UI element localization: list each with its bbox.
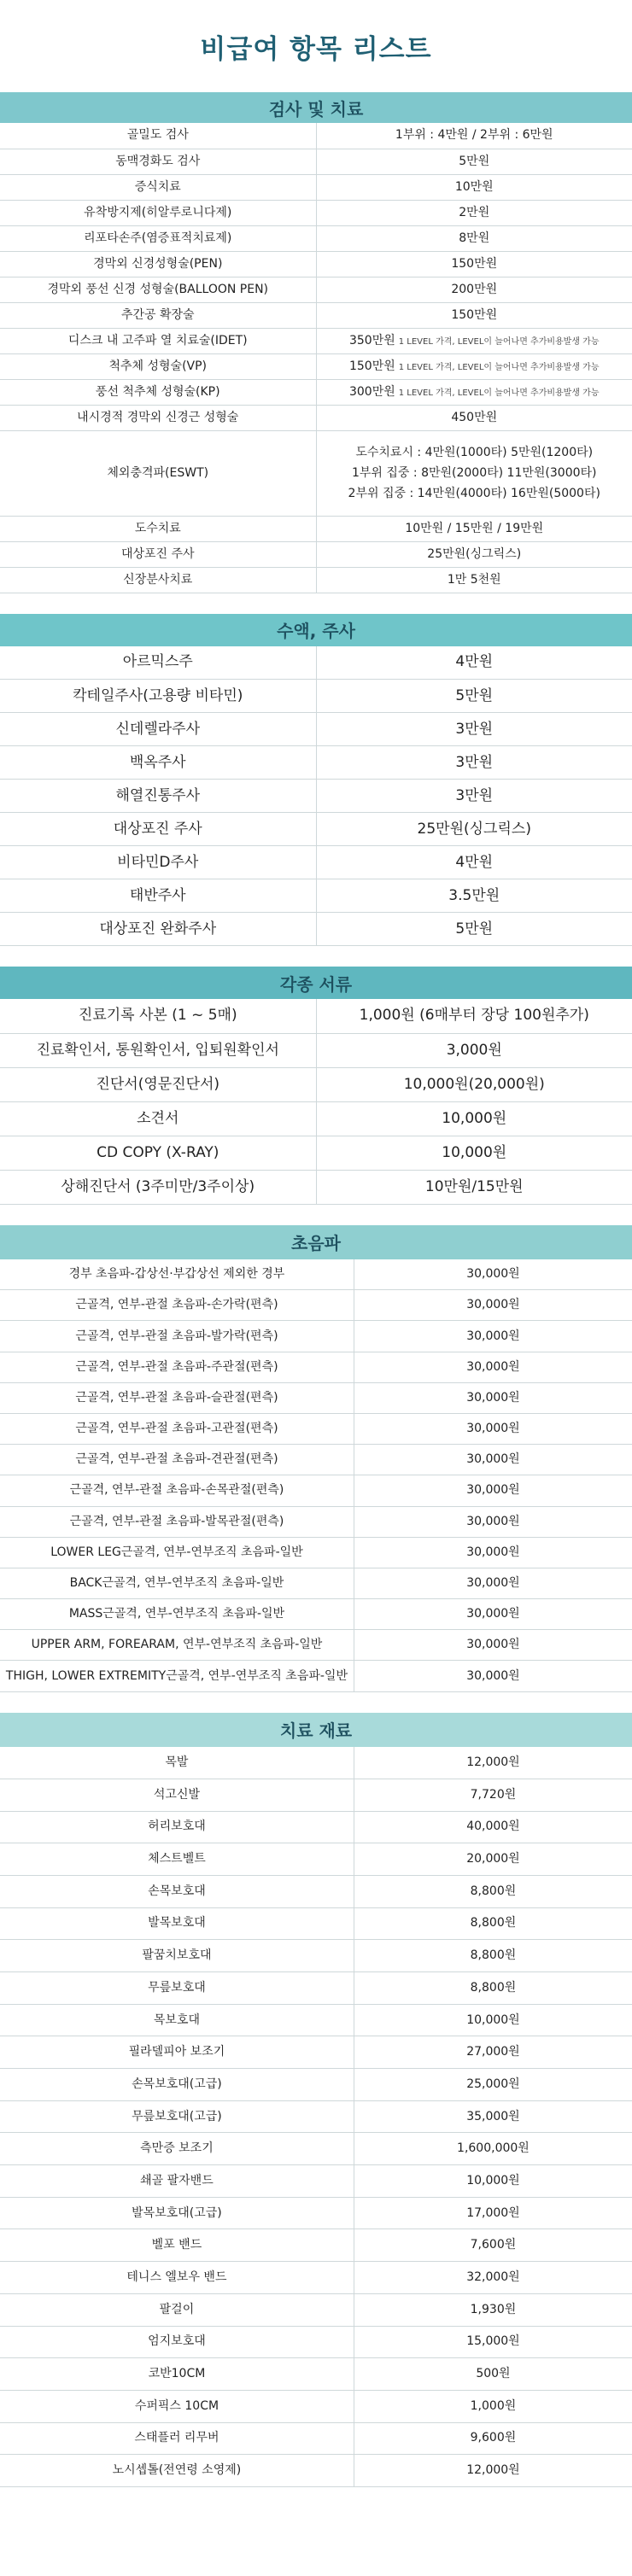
item-name: BACK근골격, 연부-연부조직 초음파-일반 <box>0 1568 354 1598</box>
table-row <box>0 379 632 405</box>
item-price <box>316 516 632 541</box>
item-name: 대상포진 주사 <box>0 541 316 567</box>
item-name: 수퍼픽스 10CM <box>0 2390 354 2422</box>
price-value: 12,000원 <box>466 2463 520 2478</box>
price-value: 7,720원 <box>470 1787 517 1802</box>
item-price <box>316 680 632 713</box>
item-name: 목보호대 <box>0 2004 354 2036</box>
item-name: 무릎보호대(고급) <box>0 2100 354 2133</box>
table-row <box>0 1630 632 1661</box>
table-row <box>0 780 632 813</box>
section-header: 검사 및 치료 <box>0 92 632 123</box>
price-value: 30,000원 <box>466 1514 520 1528</box>
item-price <box>316 1101 632 1136</box>
table-row <box>0 251 632 277</box>
price-note: 1 LEVEL 가격, LEVEL이 늘어나면 추가비용발생 가능 <box>398 388 600 398</box>
table-row <box>0 1599 632 1630</box>
price-value: 27,000원 <box>466 2045 520 2059</box>
price-value: 30,000원 <box>466 1607 520 1621</box>
table-row <box>0 879 632 913</box>
item-name: 대상포진 주사 <box>0 813 316 846</box>
table-row <box>0 1382 632 1413</box>
item-price <box>316 149 632 174</box>
item-price <box>354 1506 632 1537</box>
table-row <box>0 1475 632 1506</box>
item-name: 발목보호대 <box>0 1907 354 1940</box>
item-price <box>354 1352 632 1382</box>
item-price <box>354 2036 632 2069</box>
item-name: 테니스 엘보우 밴드 <box>0 2262 354 2294</box>
item-name: 동맥경화도 검사 <box>0 149 316 174</box>
item-name: 유착방지제(히알루로니다제) <box>0 200 316 225</box>
price-value: 30,000원 <box>466 1422 520 1436</box>
table-row <box>0 2326 632 2358</box>
price-value: 15,000원 <box>466 2334 520 2349</box>
item-name: 디스크 내 고주파 열 치료술(IDET) <box>0 328 316 353</box>
price-value: 200만원 <box>451 282 498 296</box>
item-price <box>354 1537 632 1568</box>
price-note: 1 LEVEL 가격, LEVEL이 늘어나면 추가비용발생 가능 <box>398 362 600 372</box>
price-value: 3만원 <box>455 786 494 804</box>
table-row <box>0 1779 632 1811</box>
table-row <box>0 1290 632 1321</box>
price-value: 30,000원 <box>466 1329 520 1343</box>
item-price <box>316 353 632 379</box>
table-row <box>0 2390 632 2422</box>
section-3 <box>0 967 632 1205</box>
price-value: 25,000원 <box>466 2077 520 2091</box>
item-name: 벨포 밴드 <box>0 2229 354 2262</box>
item-name: 팔걸이 <box>0 2293 354 2326</box>
price-value: 150만원 <box>451 307 498 322</box>
item-name: 근골격, 연부-관절 초음파-슬관절(편측) <box>0 1382 354 1413</box>
item-price <box>316 302 632 328</box>
item-name: 필라델피아 보조기 <box>0 2036 354 2069</box>
price-value: 4만원 <box>455 853 494 871</box>
item-name: 무릎보호대 <box>0 1971 354 2004</box>
item-price <box>316 123 632 149</box>
price-value: 10,000원 <box>442 1143 507 1161</box>
table-row <box>0 1033 632 1067</box>
price-value: 4만원 <box>455 653 494 671</box>
table-row <box>0 123 632 149</box>
price-value: 1,000원 <box>470 2398 517 2413</box>
price-value: 1만 5천원 <box>447 572 501 587</box>
price-table <box>0 1259 632 1692</box>
table-row <box>0 2036 632 2069</box>
price-value: 5만원 <box>459 154 490 168</box>
table-row <box>0 225 632 251</box>
item-name: LOWER LEG근골격, 연부-연부조직 초음파-일반 <box>0 1537 354 1568</box>
item-name: 엄지보호대 <box>0 2326 354 2358</box>
item-name: 풍선 척추체 성형술(KP) <box>0 379 316 405</box>
item-price <box>316 405 632 430</box>
item-name: 목발 <box>0 1747 354 1779</box>
price-value: 10만원 <box>454 179 494 194</box>
price-value: 30,000원 <box>466 1359 520 1374</box>
table-row <box>0 516 632 541</box>
item-name: 체스트벨트 <box>0 1843 354 1876</box>
table-row <box>0 1747 632 1779</box>
table-row <box>0 2165 632 2198</box>
item-name: 팔꿈치보호대 <box>0 1940 354 1972</box>
item-price <box>354 1811 632 1843</box>
item-price <box>354 1321 632 1352</box>
table-row <box>0 567 632 593</box>
price-value: 35,000원 <box>466 2109 520 2123</box>
item-price <box>316 746 632 780</box>
price-value: 1,000원 (6매부터 장당 100원추가) <box>359 1007 589 1025</box>
item-price <box>354 2100 632 2133</box>
price-value: 30,000원 <box>466 1638 520 1652</box>
price-value: 25만원(싱그릭스) <box>427 546 522 561</box>
price-value: 1,600,000원 <box>457 2141 530 2156</box>
item-name: 내시경적 경막외 신경근 성형술 <box>0 405 316 430</box>
table-row <box>0 430 632 516</box>
item-name: 경막외 풍선 신경 성형술(BALLOON PEN) <box>0 277 316 302</box>
item-price <box>316 913 632 946</box>
item-name: THIGH, LOWER EXTREMITY근골격, 연부-연부조직 초음파-일반 <box>0 1661 354 1691</box>
item-price <box>316 780 632 813</box>
item-price <box>354 1445 632 1475</box>
item-price <box>354 1413 632 1444</box>
page-title: 비급여 항목 리스트 <box>200 33 432 65</box>
item-price <box>354 2262 632 2294</box>
item-price <box>354 1843 632 1876</box>
table-row <box>0 746 632 780</box>
item-price <box>354 2133 632 2165</box>
item-name: 해열진통주사 <box>0 780 316 813</box>
item-price <box>354 2004 632 2036</box>
table-row <box>0 1811 632 1843</box>
price-value: 300만원 <box>348 384 395 399</box>
item-price <box>316 713 632 746</box>
table-row <box>0 2358 632 2391</box>
price-value: 30,000원 <box>466 1266 520 1281</box>
item-price <box>354 2069 632 2101</box>
table-row <box>0 1067 632 1101</box>
price-value: 150만원 <box>348 359 395 373</box>
table-row <box>0 2422 632 2455</box>
table-row <box>0 1971 632 2004</box>
table-row <box>0 1136 632 1170</box>
item-name: 근골격, 연부-관절 초음파-발목관절(편측) <box>0 1506 354 1537</box>
item-name: 대상포진 완화주사 <box>0 913 316 946</box>
item-price <box>354 2422 632 2455</box>
price-value: 8,800원 <box>470 1948 517 1963</box>
item-price <box>354 2358 632 2391</box>
section-header: 각종 서류 <box>0 967 632 999</box>
item-price <box>354 1907 632 1940</box>
item-name: CD COPY (X-RAY) <box>0 1136 316 1170</box>
price-value: 500원 <box>476 2367 511 2381</box>
section-4 <box>0 1225 632 1692</box>
item-name: 척추체 성형술(VP) <box>0 353 316 379</box>
table-row <box>0 2229 632 2262</box>
price-value: 30,000원 <box>466 1298 520 1312</box>
price-value: 150만원 <box>451 256 498 271</box>
price-value: 8만원 <box>459 231 490 245</box>
price-value: 20,000원 <box>466 1852 520 1866</box>
item-price <box>316 1170 632 1204</box>
section-header: 초음파 <box>0 1225 632 1259</box>
item-price <box>316 328 632 353</box>
item-name: 코반10CM <box>0 2358 354 2391</box>
item-name: 근골격, 연부-관절 초음파-손가락(편측) <box>0 1290 354 1321</box>
item-price <box>316 1067 632 1101</box>
item-price <box>354 1568 632 1598</box>
item-name: 근골격, 연부-관절 초음파-발가락(편측) <box>0 1321 354 1352</box>
item-price <box>316 251 632 277</box>
table-row <box>0 1352 632 1382</box>
table-row <box>0 2293 632 2326</box>
table-row <box>0 200 632 225</box>
item-price <box>354 1971 632 2004</box>
item-price <box>354 2197 632 2229</box>
item-name: 체외충격파(ESWT) <box>0 430 316 516</box>
item-name: 경부 초음파-갑상선·부갑상선 제외한 경부 <box>0 1259 354 1290</box>
table-row <box>0 328 632 353</box>
item-name: 근골격, 연부-관절 초음파-고관절(편측) <box>0 1413 354 1444</box>
table-row <box>0 680 632 713</box>
price-value: 40,000원 <box>466 1820 520 1834</box>
price-value: 8,800원 <box>470 1980 517 1995</box>
price-table <box>0 123 632 593</box>
price-value: 32,000원 <box>466 2270 520 2285</box>
table-row <box>0 1843 632 1876</box>
price-value: 10만원/15만원 <box>424 1177 524 1195</box>
table-row <box>0 302 632 328</box>
table-row <box>0 1537 632 1568</box>
item-name: 신장분사치료 <box>0 567 316 593</box>
item-name: 근골격, 연부-관절 초음파-견관절(편측) <box>0 1445 354 1475</box>
item-name: 증식치료 <box>0 174 316 200</box>
price-note: 1 LEVEL 가격, LEVEL이 늘어나면 추가비용발생 가능 <box>398 336 600 347</box>
price-value: 8,800원 <box>470 1916 517 1931</box>
table-row <box>0 1568 632 1598</box>
price-value: 3만원 <box>455 720 494 738</box>
price-value: 30,000원 <box>466 1576 520 1591</box>
price-value: 3만원 <box>455 753 494 771</box>
section-1 <box>0 92 632 593</box>
item-price <box>354 1875 632 1907</box>
item-name: UPPER ARM, FOREARAM, 연부-연부조직 초음파-일반 <box>0 1630 354 1661</box>
price-value: 10,000원 <box>442 1109 507 1127</box>
item-name: 상해진단서 (3주미만/3주이상) <box>0 1170 316 1204</box>
price-value: 30,000원 <box>466 1452 520 1467</box>
table-row <box>0 1259 632 1290</box>
price-value: 10,000원(20,000원) <box>403 1075 545 1093</box>
item-price <box>316 1136 632 1170</box>
table-row <box>0 1321 632 1352</box>
item-name: 진료기록 사본 (1 ~ 5매) <box>0 999 316 1033</box>
price-value: 12,000원 <box>466 1755 520 1769</box>
section-header: 치료 재료 <box>0 1713 632 1747</box>
table-row <box>0 1940 632 1972</box>
item-price <box>316 1033 632 1067</box>
table-row <box>0 713 632 746</box>
item-name: 손목보호대 <box>0 1875 354 1907</box>
item-price <box>316 879 632 913</box>
item-name: 태반주사 <box>0 879 316 913</box>
price-value: 17,000원 <box>466 2205 520 2220</box>
table-row <box>0 541 632 567</box>
price-value: 30,000원 <box>466 1390 520 1405</box>
item-price <box>354 2229 632 2262</box>
item-price <box>354 1630 632 1661</box>
price-value: 7,600원 <box>470 2238 517 2252</box>
item-price <box>354 1475 632 1506</box>
item-name: 추간공 확장술 <box>0 302 316 328</box>
table-row <box>0 277 632 302</box>
item-name: 쇄골 팔자밴드 <box>0 2165 354 2198</box>
table-row <box>0 2069 632 2101</box>
table-row <box>0 1170 632 1204</box>
table-row <box>0 1506 632 1537</box>
item-price <box>316 277 632 302</box>
sections-container <box>0 92 632 2487</box>
price-value: 10,000원 <box>466 2012 520 2027</box>
section-5 <box>0 1713 632 2487</box>
item-name: 백옥주사 <box>0 746 316 780</box>
price-value: 10만원 / 15만원 / 19만원 <box>405 521 544 535</box>
item-price <box>316 567 632 593</box>
item-name: 신데렐라주사 <box>0 713 316 746</box>
item-name: 손목보호대(고급) <box>0 2069 354 2101</box>
item-name: 발목보호대(고급) <box>0 2197 354 2229</box>
item-price <box>354 1940 632 1972</box>
table-row <box>0 149 632 174</box>
price-line: 2부위 집중 : 14만원(4000타) 16만원(5000타) <box>348 487 600 500</box>
price-line: 1부위 집중 : 8만원(2000타) 11만원(3000타) <box>352 466 597 480</box>
price-value: 30,000원 <box>466 1545 520 1559</box>
table-row <box>0 1445 632 1475</box>
item-price <box>316 200 632 225</box>
price-value: 9,600원 <box>470 2431 517 2445</box>
item-name: 노시셉톨(전연령 소영제) <box>0 2455 354 2487</box>
table-row <box>0 1907 632 1940</box>
price-table <box>0 646 632 947</box>
section-2 <box>0 614 632 947</box>
item-price <box>354 1290 632 1321</box>
price-value: 8,800원 <box>470 1884 517 1898</box>
price-value: 5만원 <box>455 920 494 938</box>
price-value: 1,930원 <box>470 2302 517 2316</box>
item-name: 측만증 보조기 <box>0 2133 354 2165</box>
item-name: 진단서(영문진단서) <box>0 1067 316 1101</box>
item-price <box>354 1779 632 1811</box>
table-row <box>0 2133 632 2165</box>
price-value: 3,000원 <box>446 1041 502 1059</box>
table-row <box>0 1413 632 1444</box>
item-name: 아르믹스주 <box>0 646 316 680</box>
item-name: 골밀도 검사 <box>0 123 316 149</box>
item-name: 진료확인서, 통원확인서, 입퇴원확인서 <box>0 1033 316 1067</box>
table-row <box>0 2100 632 2133</box>
table-row <box>0 913 632 946</box>
item-price <box>354 1259 632 1290</box>
price-value: 450만원 <box>451 410 498 424</box>
item-price <box>316 541 632 567</box>
item-name: 경막외 신경성형술(PEN) <box>0 251 316 277</box>
item-price <box>354 1661 632 1691</box>
item-price <box>316 999 632 1033</box>
item-price <box>316 430 632 516</box>
item-price <box>316 225 632 251</box>
table-row <box>0 174 632 200</box>
item-price <box>354 2326 632 2358</box>
table-row <box>0 1101 632 1136</box>
table-row <box>0 999 632 1033</box>
price-value: 30,000원 <box>466 1483 520 1498</box>
item-price <box>354 2165 632 2198</box>
item-name: 소견서 <box>0 1101 316 1136</box>
item-name: 석고신발 <box>0 1779 354 1811</box>
item-name: 도수치료 <box>0 516 316 541</box>
table-row <box>0 405 632 430</box>
item-price <box>316 646 632 680</box>
table-row <box>0 813 632 846</box>
item-name: 허리보호대 <box>0 1811 354 1843</box>
price-table <box>0 999 632 1205</box>
price-table <box>0 1747 632 2487</box>
item-price <box>316 846 632 879</box>
price-value: 25만원(싱그릭스) <box>417 820 531 838</box>
item-name: 비타민D주사 <box>0 846 316 879</box>
table-row <box>0 1875 632 1907</box>
price-value: 2만원 <box>459 205 490 219</box>
table-row <box>0 2004 632 2036</box>
item-price <box>354 1599 632 1630</box>
item-name: 칵테일주사(고용량 비타민) <box>0 680 316 713</box>
item-name: 리포타손주(염증표적치료제) <box>0 225 316 251</box>
price-value: 30,000원 <box>466 1668 520 1683</box>
item-price <box>354 2455 632 2487</box>
item-price <box>354 1382 632 1413</box>
section-header: 수액, 주사 <box>0 614 632 646</box>
item-price <box>354 2390 632 2422</box>
price-value: 3.5만원 <box>448 886 500 904</box>
price-value: 5만원 <box>455 686 494 704</box>
item-price <box>354 1747 632 1779</box>
price-value: 10,000원 <box>466 2173 520 2188</box>
item-name: MASS근골격, 연부-연부조직 초음파-일반 <box>0 1599 354 1630</box>
table-row <box>0 2455 632 2487</box>
table-row <box>0 2262 632 2294</box>
item-price <box>354 2293 632 2326</box>
item-price <box>316 174 632 200</box>
item-name: 스태플러 리무버 <box>0 2422 354 2455</box>
price-value: 350만원 <box>348 333 395 348</box>
item-name: 근골격, 연부-관절 초음파-주관절(편측) <box>0 1352 354 1382</box>
table-row <box>0 2197 632 2229</box>
table-row <box>0 646 632 680</box>
item-price <box>316 813 632 846</box>
table-row <box>0 1661 632 1691</box>
item-name: 근골격, 연부-관절 초음파-손목관절(편측) <box>0 1475 354 1506</box>
item-price <box>316 379 632 405</box>
price-value: 1부위 : 4만원 / 2부위 : 6만원 <box>395 128 553 143</box>
price-line: 도수치료시 : 4만원(1000타) 5만원(1200타) <box>355 446 594 459</box>
table-row <box>0 353 632 379</box>
table-row <box>0 846 632 879</box>
